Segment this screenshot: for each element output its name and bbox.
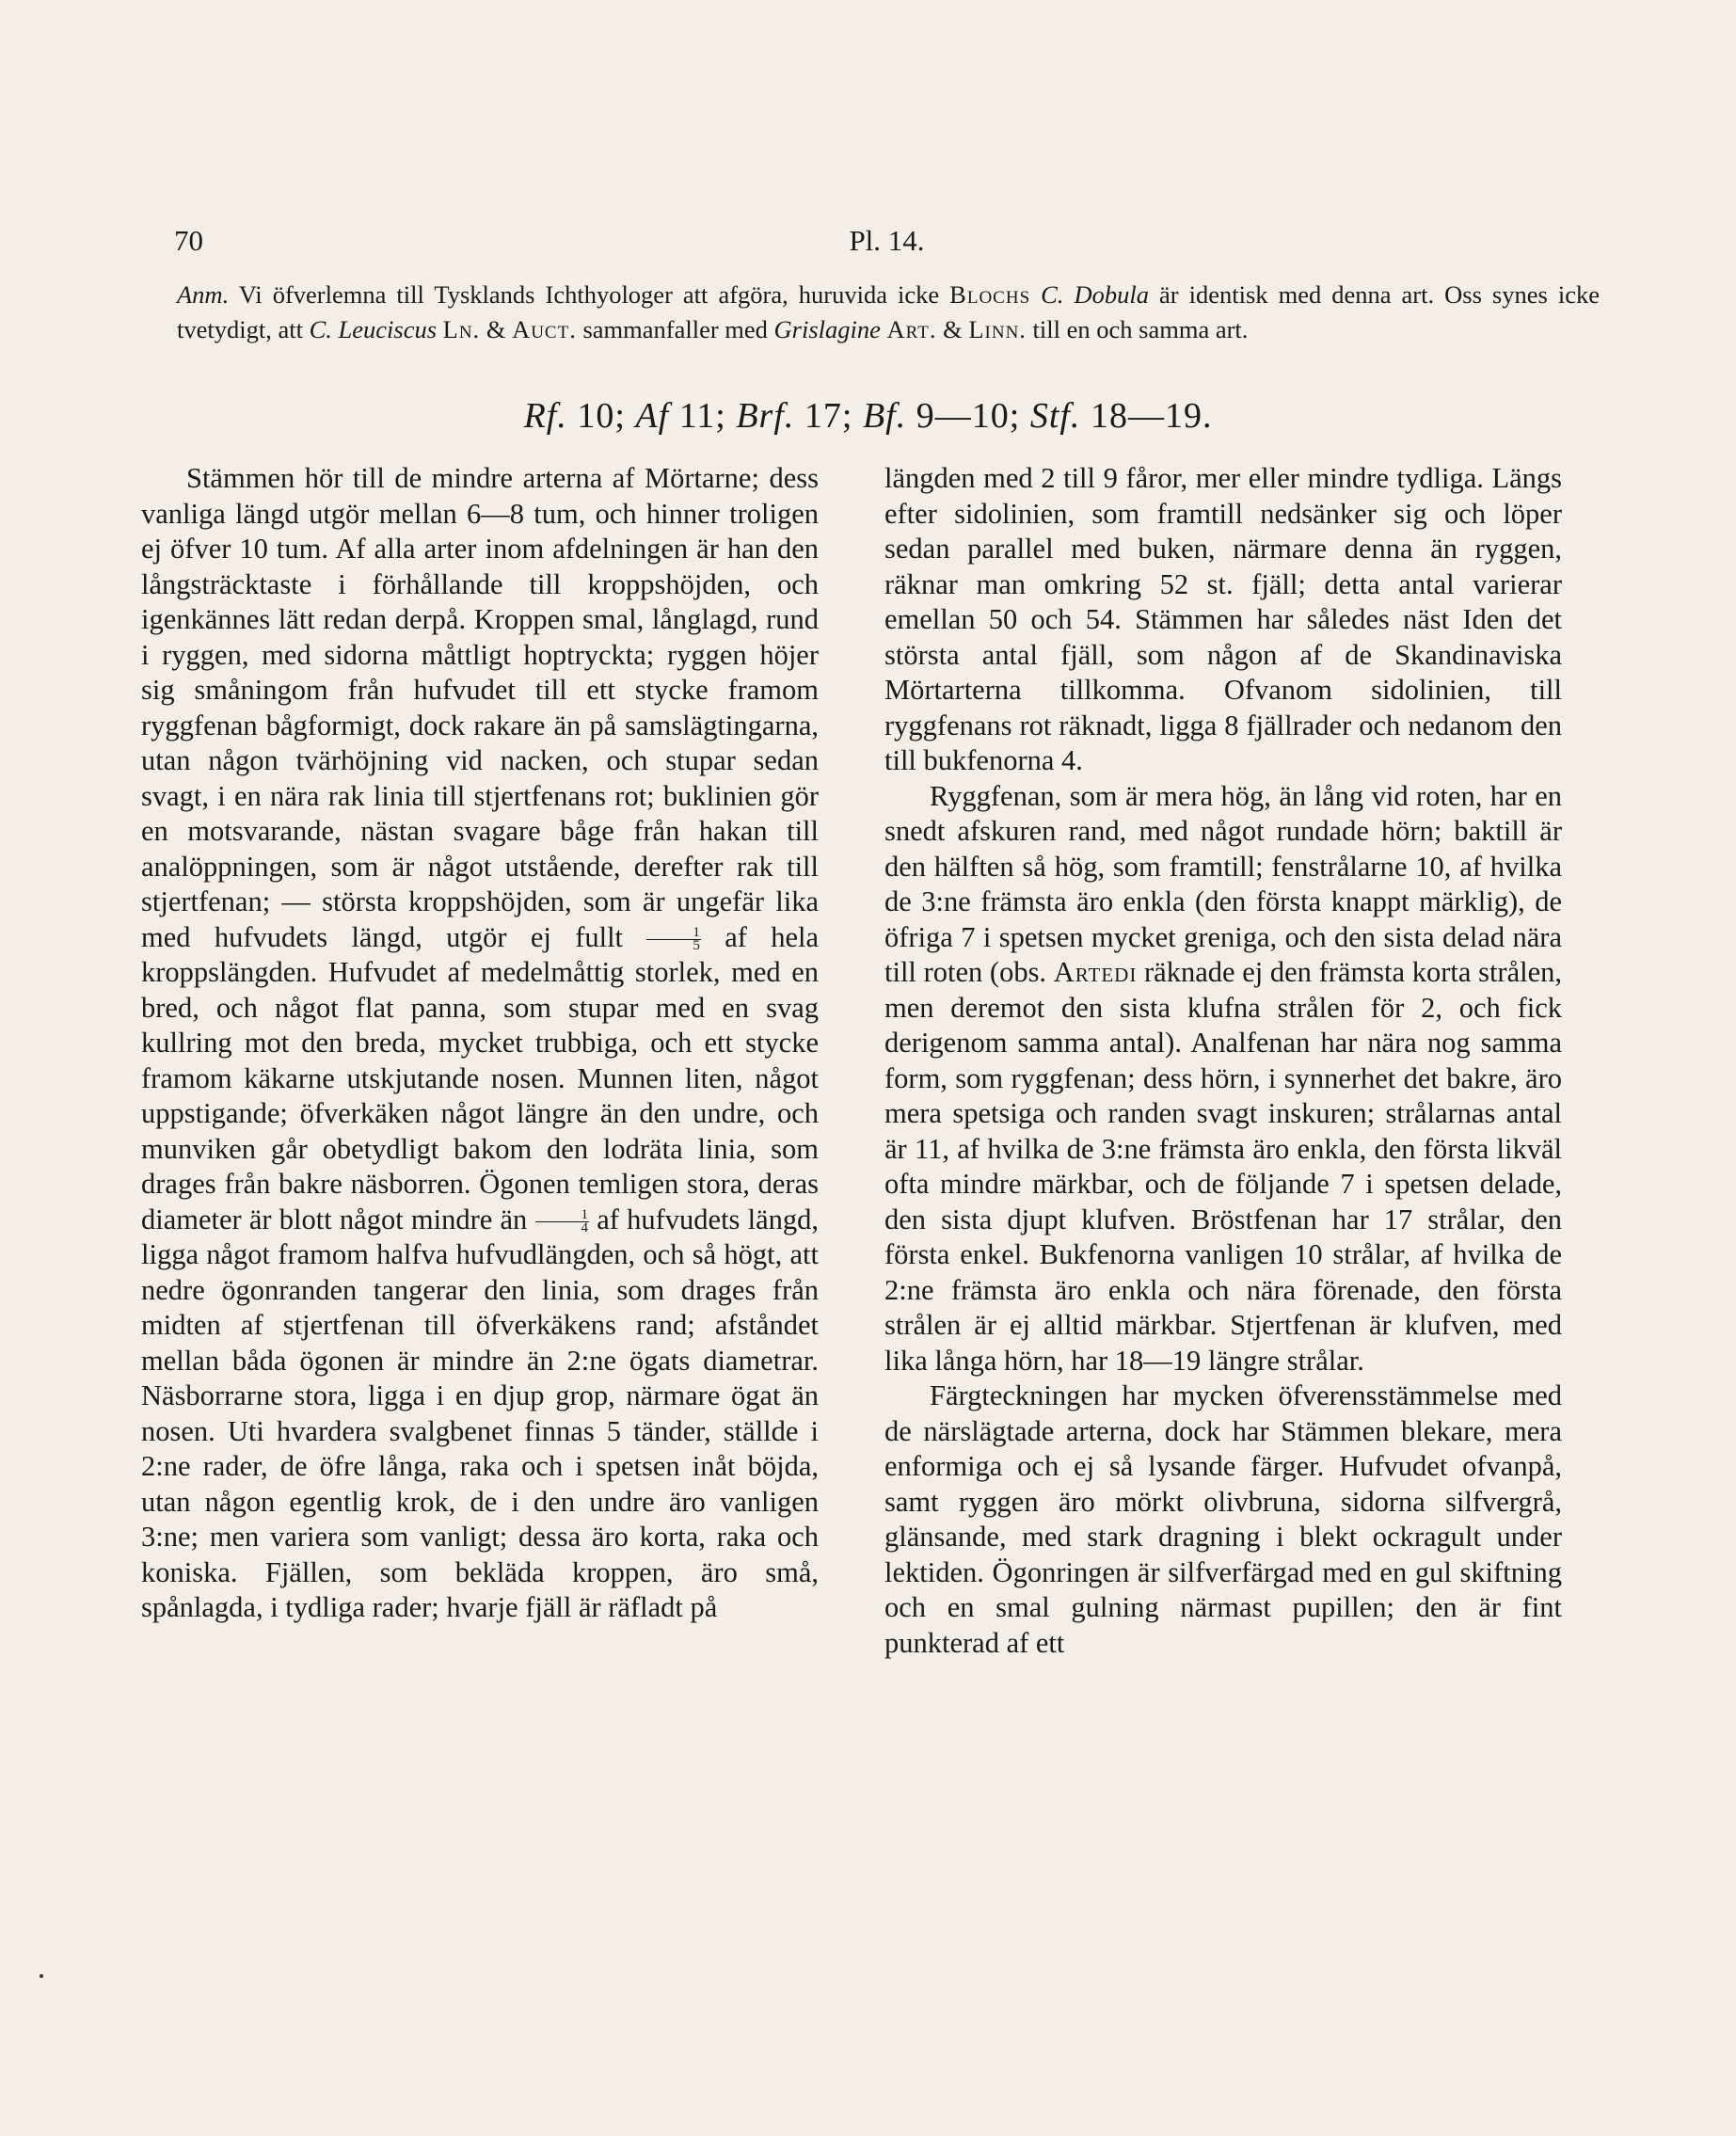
- author-auct: Auct.: [512, 315, 577, 343]
- species-leuciscus: C. Leuciscus: [309, 315, 438, 343]
- species-grislagine: Grislagine: [773, 315, 881, 343]
- fin-formula: [0, 395, 1736, 437]
- anm-text: [881, 315, 887, 343]
- author-artedi: Artedi: [1053, 956, 1138, 988]
- fraction-denominator: 4: [581, 1220, 589, 1235]
- paragraph-coloration: Färgteckningen har mycken öfverensstämmelse med de närslägtade arterna, dock har Stämmen blekare, mera enformiga och ej så lysande färger. Hufvudet ofvanpå, samt ryggen äro mörkt olivbruna, sidorna silfvergrå, glänsande, med stark dragning i blekt ockragult under lektiden. Ögonringen är silfverfärgad med en gul skiftning och en smal gulning närmast pupillen; den är fint punkterad af ett: [884, 1379, 1562, 1659]
- author-art: Art.: [886, 315, 937, 343]
- author-linn: Linn.: [968, 315, 1027, 343]
- formula-bf: Bf.: [862, 396, 907, 436]
- fraction-numerator: 1: [646, 927, 701, 940]
- formula-brf-value: 17;: [794, 396, 863, 436]
- anm-text: &: [936, 315, 969, 343]
- fraction-one-quarter: [535, 1209, 590, 1235]
- author-ln: Ln.: [442, 315, 481, 343]
- right-column: [884, 461, 1562, 1661]
- fraction-denominator: 5: [693, 938, 700, 953]
- formula-rf: Rf.: [523, 396, 567, 436]
- formula-stf: Stf.: [1029, 396, 1081, 436]
- formula-af-value: 11;: [669, 396, 737, 436]
- paragraph-description: [141, 461, 819, 1626]
- formula-af: Af: [635, 396, 670, 436]
- page-header: [174, 224, 1600, 262]
- formula-brf: Brf.: [736, 396, 795, 436]
- plate-reference: Pl. 14.: [849, 224, 925, 257]
- paragraph-text: af hufvudets längd, ligga något framom halfva hufvudlängden, och så högt, att nedre ögonranden tangerar den linia, som drages från midten af stjertfenan till öfverkäkens rand; afståndet mellan båda ögonen är mindre än 2:ne ögats diametrar. Näsborrarne stora, ligga i en djup grop, närmare ögat än nosen. Uti hvardera svalgbenet finnas 5 tänder, ställde i 2:ne rader, de öfre långa, raka och i spetsen inåt böjda, utan någon egentlig krok, de i den undre äro vanligen 3:ne; men variera som vanligt; dessa äro korta, raka och koniska. Fjällen, som bekläda kroppen, äro små, spånlagda, i tydliga rader; hvarje fjäll är räfladt på: [141, 1203, 820, 1623]
- annotation-note: [177, 278, 1600, 347]
- author-bloch: Blochs: [949, 280, 1031, 309]
- paragraph-text: Stämmen hör till de mindre arterna af Mörtarne; dess vanliga längd utgör mellan 6—8 tum, och hinner troligen ej öfver 10 tum. Af alla arter inom afdelningen är han den långsträcktaste i förhållande till kroppshöjden, och igenkännes lätt redan derpå. Kroppen smal, långlagd, rund i ryggen, med sidorna måttligt hoptryckta; ryggen höjer sig småningom från hufvudet till ett stycke framom ryggfenan bågformigt, dock rakare än på samslägtingarna, utan någon tvärhöjning vid nacken, och stupar sedan svagt, i en nära rak linia till stjertfenans rot; buklinien gör en motsvarande, nästan svagare båge från hakan till analöppningen, som är något utstående, derefter rak till stjertfenan; — största kroppshöjden, som är ungefär lika med hufvudets längd, utgör ej fullt: [141, 462, 819, 953]
- anm-text: &: [480, 315, 513, 343]
- page-number: 70: [174, 224, 203, 257]
- anm-text: Vi öfverlemna till Tysklands Ichthyologer att afgöra, huruvida icke: [229, 280, 950, 309]
- anm-text: till en och samma art.: [1026, 315, 1249, 343]
- paper-speck: [40, 1974, 43, 1978]
- left-column: [141, 461, 819, 1626]
- anm-text: [437, 315, 443, 343]
- formula-bf-value: 9—10;: [906, 396, 1030, 436]
- fraction-numerator: 1: [535, 1209, 590, 1222]
- paragraph-text: räknade ej den främsta korta strålen, men deremot den sista klufna strålen för 2, och fick derigenom samma antal). Analfenan har nära nog samma form, som ryggfenan; dess hörn, i synnerhet det bakre, äro mera spetsiga och randen svagt inskuren; strålarnas antal är 11, af hvilka de 3:ne främsta äro enkla, den första likväl ofta mindre märkbar, och de följande 7 i spetsen delade, den sista djupt klufven. Bröstfenan har 17 strålar, den första enkel. Bukfenorna vanligen 10 strålar, af hvilka de 2:ne främsta äro enkla och nära förenade, den första strålen är ej alltid märkbar. Stjertfenan är klufven, med lika långa hörn, har 18—19 längre strålar.: [884, 956, 1562, 1377]
- anm-text: är identisk med denna art. Oss synes icke tvetydigt, att: [177, 280, 1600, 343]
- fraction-one-fifth: [646, 927, 701, 952]
- paragraph-text: af hela kroppslängden. Hufvudet af medelmåttig storlek, med en bred, och något flat panna, som stupar med en svag kullring mot den breda, mycket trubbiga, och ett stycke framom käkarne utskjutande nosen. Munnen liten, något uppstigande; öfverkäken något längre än den undre, och munviken går obetydligt bakom den lodräta linia, som drages från bakre näsborren. Ögonen temligen stora, deras diameter är blott något mindre än: [141, 920, 820, 1235]
- species-dobula: C. Dobula: [1030, 280, 1149, 309]
- formula-rf-value: 10;: [566, 396, 636, 436]
- formula-stf-value: 18—19.: [1080, 396, 1213, 436]
- paragraph-text: Ryggfenan, som är mera hög, än lång vid roten, har en snedt afskuren rand, med något rundade hörn; baktill är den hälften så hög, som framtill; fenstrålarne 10, af hvilka de 3:ne främsta äro enkla (den första knappt märklig), de öfriga 7 i spetsen mycket greniga, och den sista delad nära till roten (obs.: [884, 779, 1562, 988]
- anm-label: Anm.: [177, 280, 230, 309]
- paragraph-scales: längden med 2 till 9 fåror, mer eller mindre tydliga. Längs efter sidolinien, som framtill nedsänker sig och löper sedan parallel med buken, närmare denna än ryggen, räknar man omkring 52 st. fjäll; detta antal varierar emellan 50 och 54. Stämmen har således näst Iden det största antal fjäll, som någon af de Skandinaviska Mörtarterna tillkomma. Ofvanom sidolinien, till ryggfenans rot räknadt, ligga 8 fjällrader och nedanom den till bukfenorna 4.: [884, 462, 1562, 776]
- paragraph-fins: [884, 779, 1562, 1379]
- anm-text: sammanfaller med: [576, 315, 774, 343]
